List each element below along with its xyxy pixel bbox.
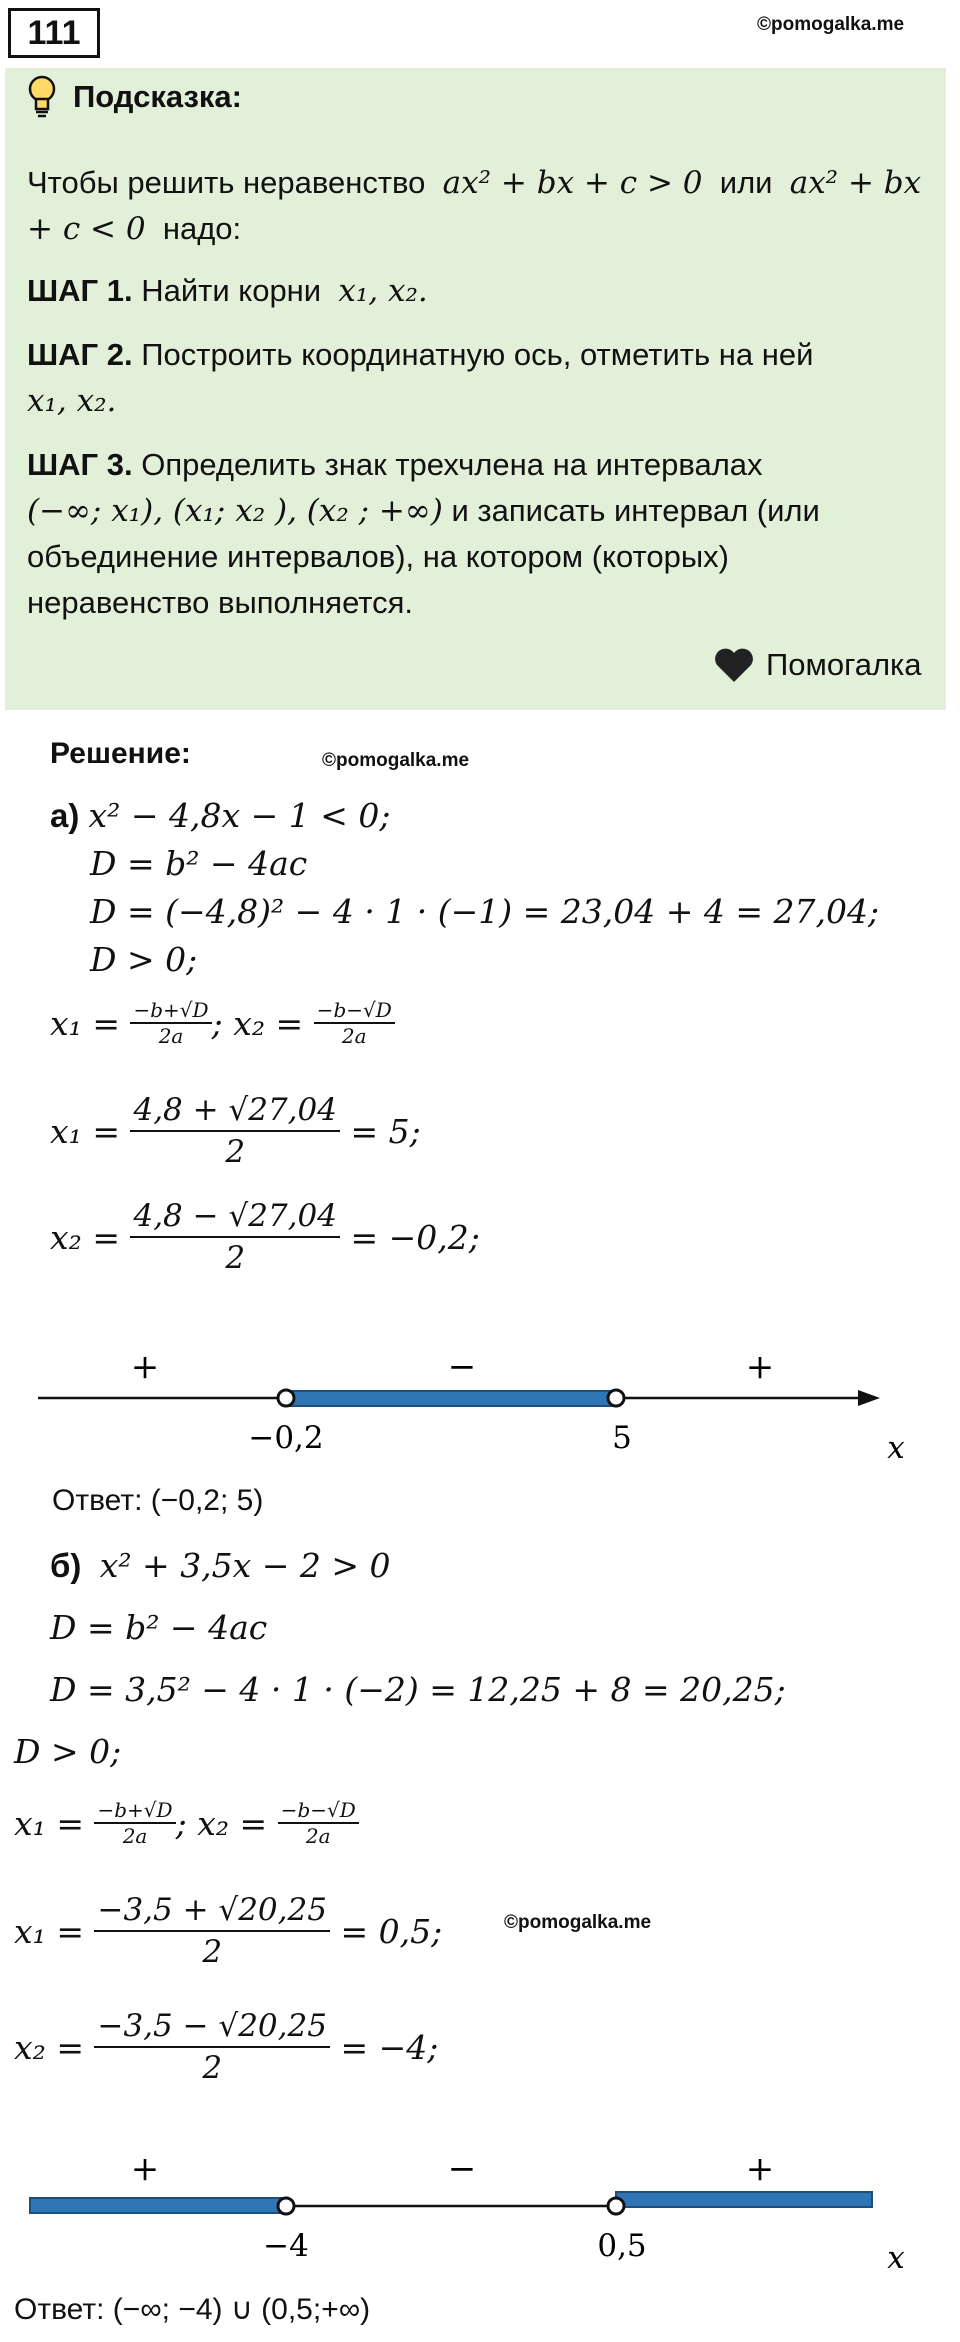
- root-label-2: 5: [612, 1420, 632, 1456]
- root-label-2: 0,5: [597, 2228, 647, 2264]
- sign-3: +: [745, 2149, 775, 2189]
- part-a-x2-calc: x₂ = $\frac{4,8 - √27,04}{2}$ = −0,2;: [50, 1198, 480, 1276]
- axis-variable: x: [887, 2240, 905, 2276]
- part-b-roots-formula: x₁ = $\frac{-b+√D}{2a}$ ; x₂ = $\frac{-b-√D}{2a}$: [14, 1798, 359, 1848]
- axis-arrow: [858, 1390, 880, 1406]
- exercise-number: 111: [8, 8, 100, 58]
- sign-1: +: [130, 1347, 160, 1387]
- heart-icon: [713, 646, 755, 689]
- watermark: ©pomogalka.me: [757, 14, 905, 35]
- hint-step-3-line4: неравенство выполняется.: [27, 585, 414, 620]
- part-a-roots-formula: x₁ = $\frac{-b+√D}{2a}$ ; x₂ = $\frac{-b-√D}{2a}$: [50, 998, 395, 1048]
- sign-1: +: [130, 2149, 160, 2189]
- interval-highlight-right: [616, 2192, 872, 2207]
- part-a-answer: Ответ: (−0,2; 5): [52, 1484, 264, 1517]
- part-b-inequality: б) x² + 3,5x − 2 > 0: [50, 1546, 391, 1585]
- root-label-1: −0,2: [248, 1420, 324, 1456]
- root-point-2: [608, 1390, 624, 1406]
- hint-step-1: ШАГ 1. Найти корни x₁, x₂.: [27, 273, 428, 309]
- part-b-discriminant-sign: D > 0;: [14, 1732, 122, 1771]
- root-point-1: [278, 2198, 294, 2214]
- part-b-answer: Ответ: (−∞; −4) ∪ (0,5;+∞): [14, 2293, 371, 2326]
- interval-highlight-left: [30, 2198, 286, 2213]
- axis-variable: x: [887, 1430, 905, 1466]
- part-a-x1-calc: x₁ = $\frac{4,8 + √27,04}{2}$ = 5;: [50, 1092, 421, 1170]
- hint-step-2-roots: x₁, x₂.: [27, 383, 117, 419]
- number-line-b: [0, 2132, 960, 2282]
- interval-highlight: [286, 1391, 616, 1406]
- root-point-2: [608, 2198, 624, 2214]
- part-a-discriminant-formula: D = b² − 4ac: [90, 844, 308, 883]
- part-b-discriminant-formula: D = b² − 4ac: [50, 1608, 268, 1647]
- hint-step-3-line3: объединение интервалов), на котором (которых): [27, 539, 729, 574]
- root-point-1: [278, 1390, 294, 1406]
- solution-title: Решение:: [50, 737, 191, 770]
- hint-step-3: ШАГ 3. Определить знак трехчлена на интервалах: [27, 447, 763, 482]
- hint-intro: Чтобы решить неравенство ax² + bx + c > 0 или ax² + bx + c < 0 надо:: [27, 165, 922, 247]
- hint-step-2: ШАГ 2. Построить координатную ось, отметить на ней: [27, 337, 814, 372]
- hint-brand: Помогалка: [766, 647, 922, 682]
- part-a-inequality: а) x² − 4,8x − 1 < 0;: [50, 796, 391, 835]
- number-line-a: [0, 1330, 960, 1480]
- part-a-discriminant-calc: D = (−4,8)² − 4 · 1 · (−1) = 23,04 + 4 = 27,04;: [90, 892, 880, 931]
- root-label-1: −4: [263, 2228, 309, 2264]
- part-b-x1-calc: x₁ = $\frac{-3,5 + √20,25}{2}$ = 0,5;: [14, 1892, 443, 1970]
- part-b-discriminant-calc: D = 3,5² − 4 · 1 · (−2) = 12,25 + 8 = 20,25;: [50, 1670, 786, 1709]
- hint-step-3-intervals: (−∞; x₁), (x₁; x₂ ), (x₂ ; +∞) и записать интервал (или: [27, 493, 820, 529]
- part-b-watermark: ©pomogalka.me: [504, 1912, 652, 1933]
- sign-2: −: [447, 2149, 477, 2189]
- hint-title: Подсказка:: [73, 79, 242, 114]
- part-b-x2-calc: x₂ = $\frac{-3,5 - √20,25}{2}$ = −4;: [14, 2008, 439, 2086]
- lightbulb-icon: [27, 74, 57, 123]
- sign-2: −: [447, 1347, 477, 1387]
- sign-3: +: [745, 1347, 775, 1387]
- hint-box: [5, 68, 946, 710]
- solution-watermark: ©pomogalka.me: [322, 750, 470, 771]
- part-a-discriminant-sign: D > 0;: [90, 940, 198, 979]
